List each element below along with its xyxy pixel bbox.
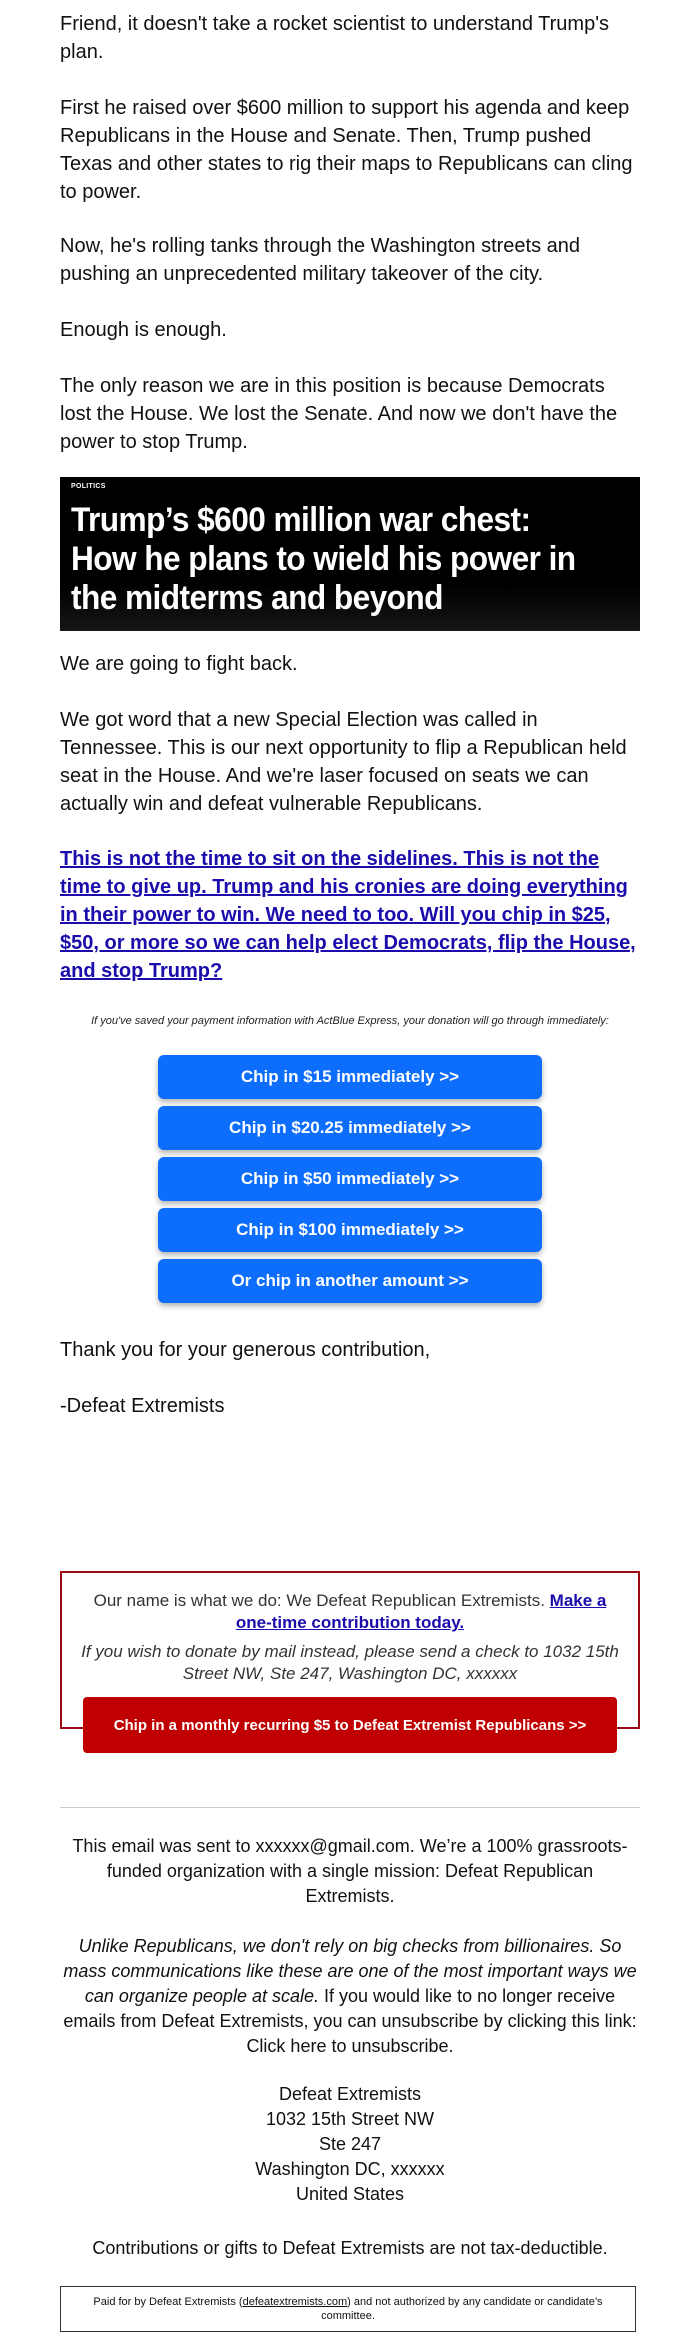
website-link[interactable]: defeatextremists.com xyxy=(242,2296,348,2308)
actblue-note: If you've saved your payment information with ActBlue Express, your donation will go through immediately: xyxy=(91,1015,609,1027)
chip-in-100-button[interactable]: Chip in $100 immediately >> xyxy=(158,1208,542,1252)
footer-italic-text: Unlike Republicans, we don't rely on big checks from billionaires. So mass communications like these are one of the most important ways we can organize people at scale. xyxy=(63,1936,637,2006)
chip-in-other-amount-button[interactable]: Or chip in another amount >> xyxy=(158,1259,542,1303)
special-election-paragraph: We got word that a new Special Election was called in Tennessee. This is our next opportunity to flip a Republican held seat in the House. And we're laser focused on seats we can actually win and defeat vulnerable Republicans. xyxy=(60,709,627,815)
footer-unsubscribe-block xyxy=(60,1934,640,2059)
donate-cta-link[interactable]: This is not the time to sit on the sidelines. This is not the time to give up. Trump and his cronies are doing everything in their power to win. We need to too. Will you chip in $25, $50, or more so we can help elect Democrats, flip the House, and stop Trump? xyxy=(60,848,636,982)
lost-house-paragraph: The only reason we are in this position is because Democrats lost the House. We lost the Senate. And now we don't have the power to stop Trump. xyxy=(60,375,618,453)
address-line: 1032 15th Street NW xyxy=(265,2109,435,2129)
tanks-paragraph: Now, he's rolling tanks through the Washington streets and pushing an unprecedented military takeover of the city. xyxy=(60,235,581,285)
address-line: Ste 247 xyxy=(318,2134,382,2154)
footer-sent-to: This email was sent to xxxxxx@gmail.com. We’re a 100% grassroots-funded organization with a single mission: Defeat Republican Extremists. xyxy=(72,1836,628,1906)
enough-paragraph: Enough is enough. xyxy=(60,319,227,341)
box-intro-text: Our name is what we do: We Defeat Republican Extremists. xyxy=(93,1591,545,1610)
intro-paragraph: Friend, it doesn't take a rocket scientist to understand Trump's plan. xyxy=(60,13,610,63)
box-intro xyxy=(78,1590,622,1634)
fundraising-paragraph: First he raised over $600 million to support his agenda and keep Republicans in the House and Senate. Then, Trump pushed Texas and other states to rig their maps to Republicans can cling to power. xyxy=(60,97,633,203)
news-banner-image[interactable] xyxy=(60,477,640,631)
address-line: Washington DC, xxxxxx xyxy=(255,2159,445,2179)
paid-for-text xyxy=(73,2295,623,2323)
footer-address xyxy=(60,2082,640,2207)
chip-in-15-button[interactable]: Chip in $15 immediately >> xyxy=(158,1055,542,1099)
monthly-recurring-button[interactable]: Chip in a monthly recurring $5 to Defeat Extremist Republicans >> xyxy=(83,1697,617,1753)
banner-headline: Trump’s $600 million war chest: How he plans to wield his power in the midterms and beyond xyxy=(71,501,576,617)
divider xyxy=(60,1807,640,1808)
tax-disclaimer: Contributions or gifts to Defeat Extremists are not tax-deductible. xyxy=(92,2238,608,2258)
paid-for-suffix: ) and not authorized by any candidate or candidate’s committee. xyxy=(321,2296,603,2322)
fight-back-paragraph: We are going to fight back. xyxy=(60,653,298,675)
paid-for-prefix: Paid for by Defeat Extremists ( xyxy=(93,2296,243,2308)
contribution-box xyxy=(60,1571,640,1734)
chip-in-50-button[interactable]: Chip in $50 immediately >> xyxy=(158,1157,542,1201)
address-line: Defeat Extremists xyxy=(278,2084,422,2104)
paid-for-disclaimer xyxy=(60,2286,636,2332)
thank-you-paragraph: Thank you for your generous contribution, xyxy=(60,1339,431,1361)
unsubscribe-text[interactable]: If you would like to no longer receive emails from Defeat Extremists, you can unsubscribe by clicking this link: Click here to unsubscribe. xyxy=(63,1986,637,2056)
signature: -Defeat Extremists xyxy=(60,1395,225,1417)
address-line: United States xyxy=(295,2184,405,2204)
banner-section-tag: POLITICS xyxy=(71,483,106,490)
one-time-contribution-link[interactable]: Make a one-time contribution today. xyxy=(235,1591,607,1632)
chip-in-20-25-button[interactable]: Chip in $20.25 immediately >> xyxy=(158,1106,542,1150)
mail-donation-text: If you wish to donate by mail instead, please send a check to 1032 15th Street NW, Ste 247, Washington DC, xxxxxx xyxy=(81,1642,619,1683)
